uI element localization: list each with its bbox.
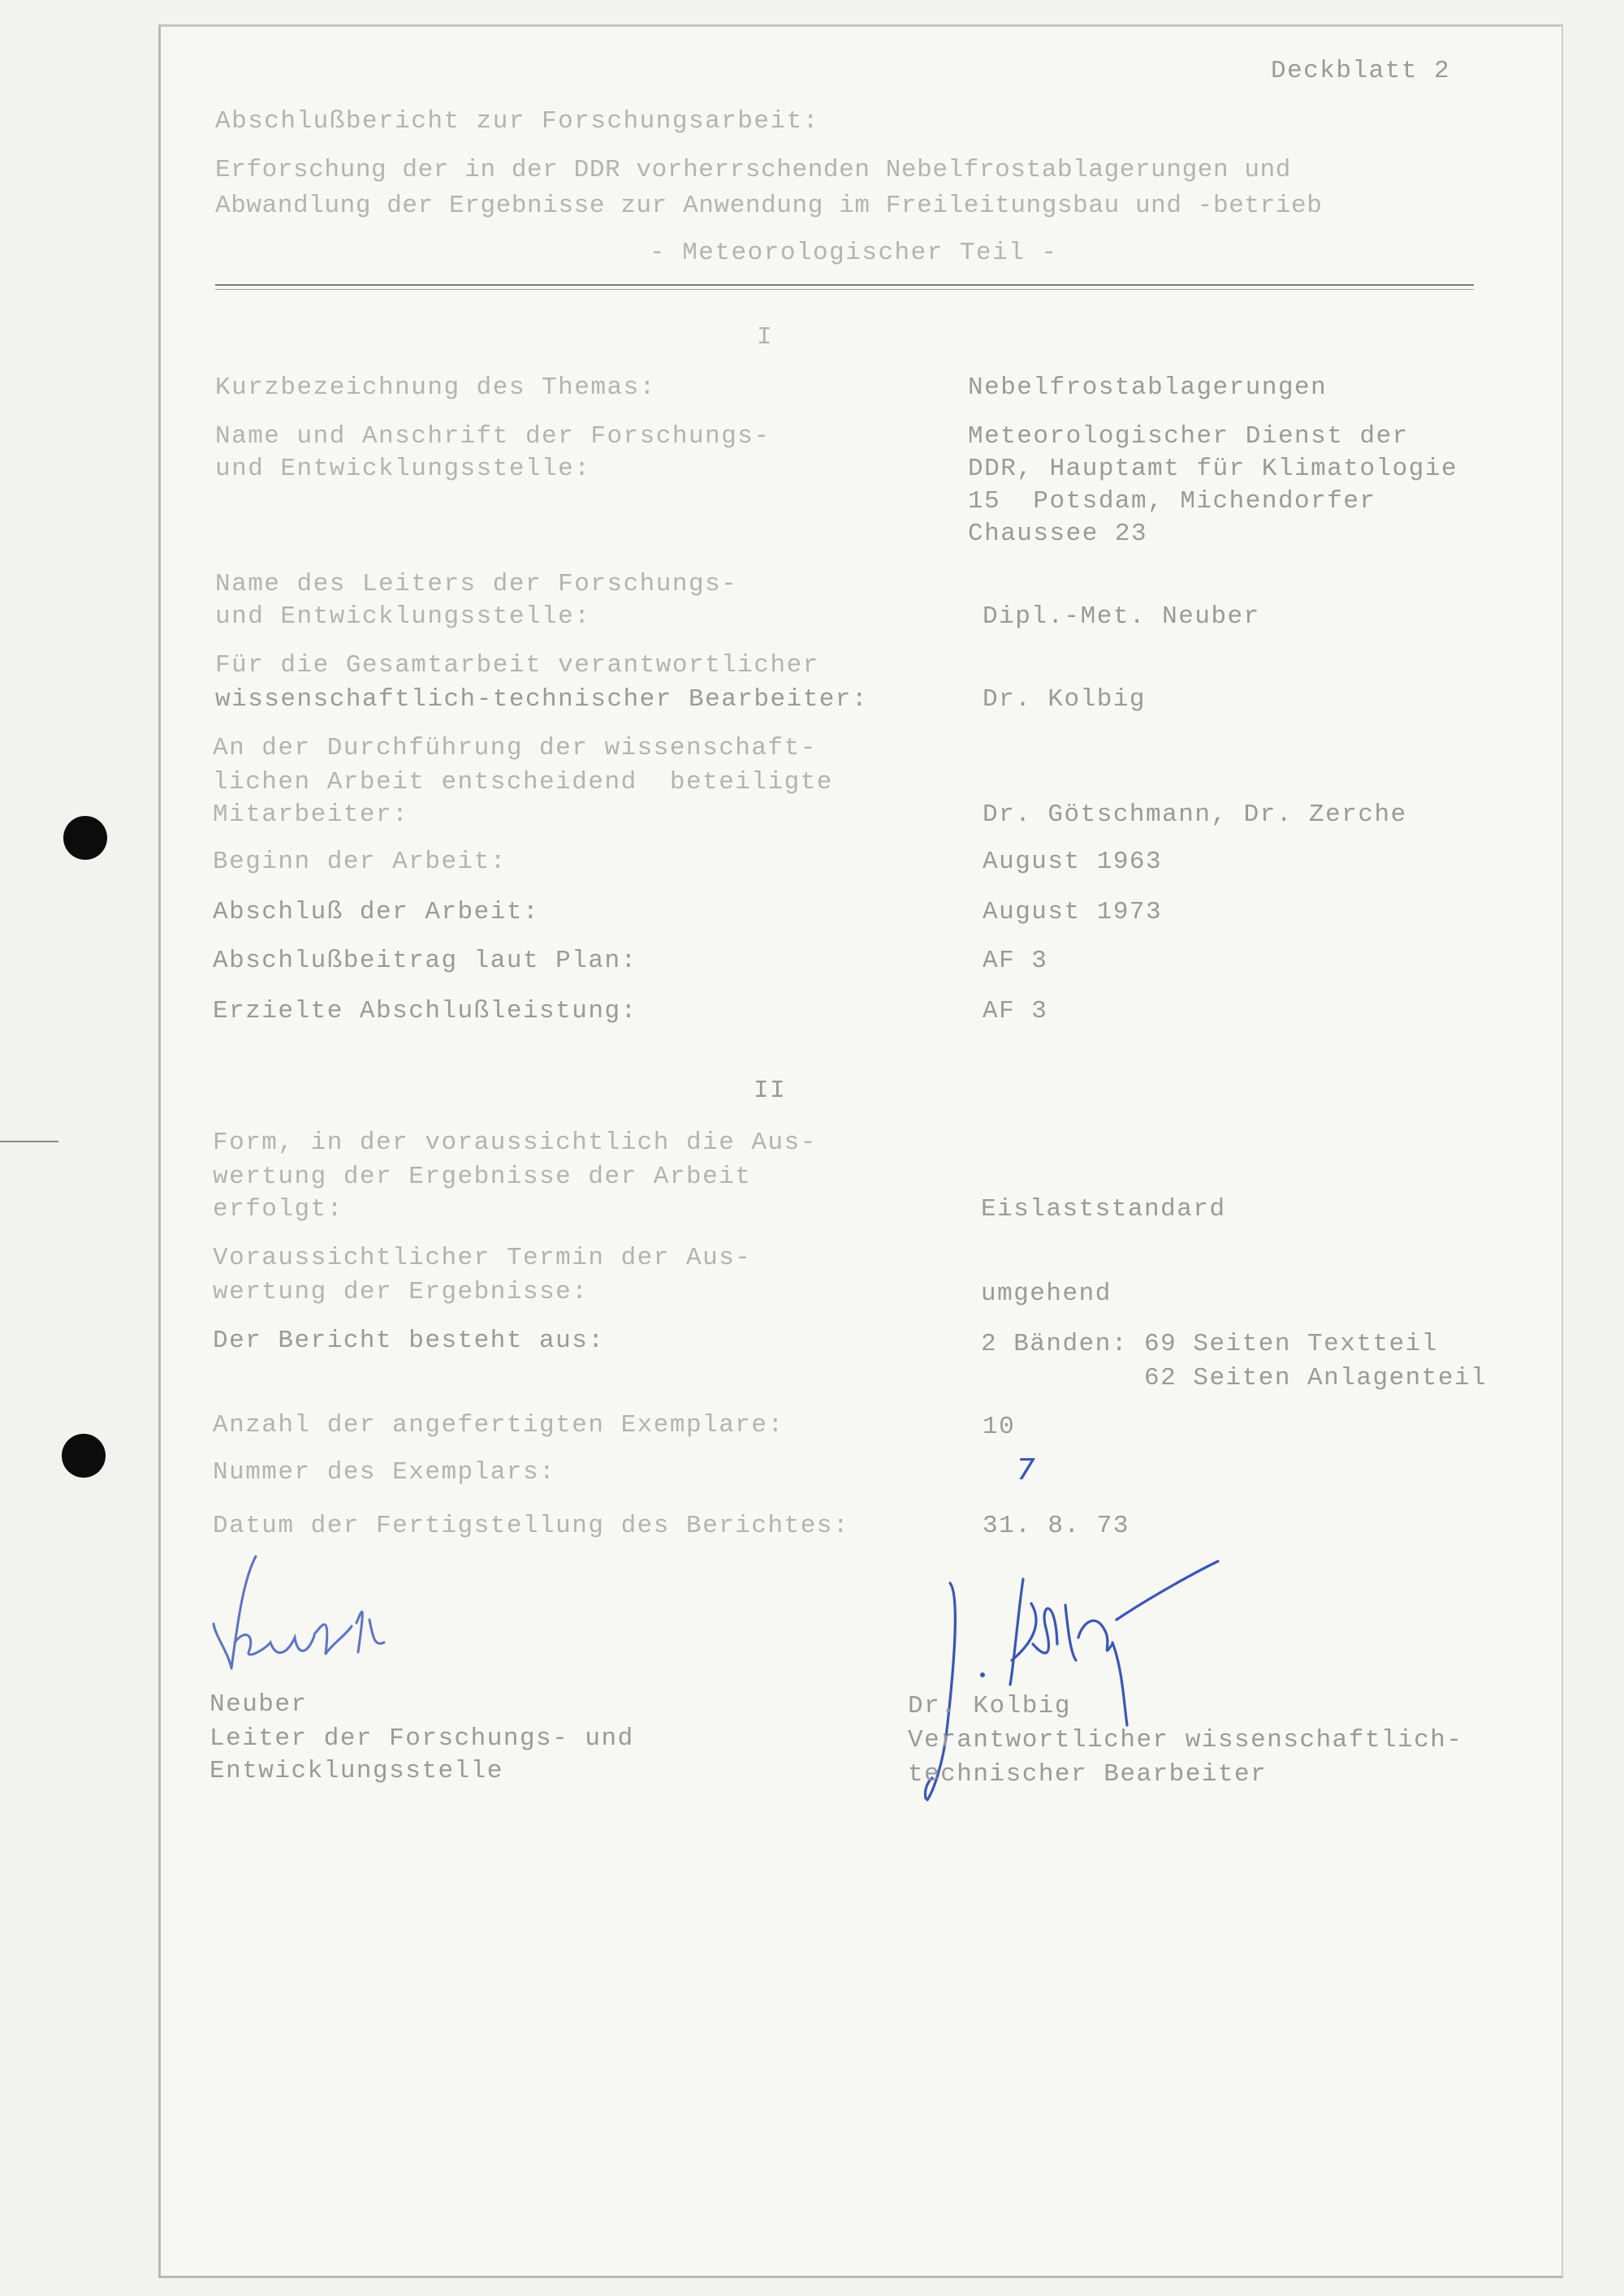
- section2-heading: II: [754, 1077, 787, 1105]
- field-label: und Entwicklungsstelle:: [215, 455, 591, 483]
- field-label: Voraussichtlicher Termin der Aus-: [213, 1244, 752, 1272]
- field-label: Erzielte Abschlußleistung:: [213, 997, 637, 1025]
- report-type: Abschlußbericht zur Forschungsarbeit:: [215, 107, 819, 136]
- field-value: 62 Seiten Anlagenteil: [981, 1364, 1488, 1392]
- field-value: DDR, Hauptamt für Klimatologie: [968, 455, 1458, 483]
- signatory-name: Dr. Kolbig: [908, 1692, 1072, 1720]
- field-value: Dr. Götschmann, Dr. Zerche: [983, 801, 1407, 829]
- punch-hole-upper: [63, 816, 107, 860]
- field-label: wertung der Ergebnisse:: [213, 1278, 589, 1306]
- field-value: August 1963: [983, 848, 1163, 876]
- field-label: Datum der Fertigstellung des Berichtes:: [213, 1512, 850, 1540]
- field-label: Name und Anschrift der Forschungs-: [215, 422, 771, 451]
- copy-number-handwritten: 7: [1017, 1453, 1035, 1487]
- sheet-label: Deckblatt 2: [1271, 57, 1451, 85]
- field-label: Mitarbeiter:: [213, 801, 409, 829]
- field-value: August 1973: [983, 898, 1163, 926]
- report-title-line2: Abwandlung der Ergebnisse zur Anwendung im Freileitungsbau und -betrieb: [215, 192, 1323, 220]
- header-rule: [215, 284, 1474, 290]
- field-label: Beginn der Arbeit:: [213, 848, 507, 876]
- field-label: Kurzbezeichnung des Themas:: [215, 373, 656, 402]
- field-label: lichen Arbeit entscheidend beteiligte: [213, 768, 833, 796]
- punch-hole-lower: [62, 1434, 106, 1478]
- field-value: Chaussee 23: [968, 520, 1148, 548]
- field-value: 31. 8. 73: [983, 1512, 1129, 1540]
- field-label: und Entwicklungsstelle:: [215, 602, 591, 631]
- signatory-role: technischer Bearbeiter: [908, 1760, 1268, 1789]
- field-label: erfolgt:: [213, 1195, 343, 1224]
- field-label: wertung der Ergebnisse der Arbeit: [213, 1163, 752, 1191]
- field-label: Der Bericht besteht aus:: [213, 1327, 605, 1355]
- signatory-role: Verantwortlicher wissenschaftlich-: [908, 1726, 1463, 1754]
- field-label: Abschlußbeitrag laut Plan:: [213, 947, 637, 975]
- field-value: Eislaststandard: [981, 1195, 1226, 1224]
- field-value: 15 Potsdam, Michendorfer: [968, 487, 1376, 516]
- field-label: wissenschaftlich-technischer Bearbeiter:: [215, 685, 869, 714]
- signatory-role: Entwicklungsstelle: [209, 1757, 503, 1785]
- field-value: Dipl.-Met. Neuber: [983, 602, 1260, 631]
- report-subtitle: - Meteorologischer Teil -: [650, 239, 1058, 267]
- field-label: An der Durchführung der wissenschaft-: [213, 734, 817, 762]
- signatory-name: Neuber: [209, 1690, 308, 1719]
- field-label: Form, in der voraussichtlich die Aus-: [213, 1129, 817, 1157]
- field-label: Abschluß der Arbeit:: [213, 898, 540, 926]
- field-label: Für die Gesamtarbeit verantwortlicher: [215, 651, 819, 680]
- field-value: Nebelfrostablagerungen: [968, 373, 1328, 402]
- field-value: Meteorologischer Dienst der: [968, 422, 1409, 451]
- field-value: AF 3: [983, 947, 1048, 975]
- field-value: 2 Bänden: 69 Seiten Textteil: [981, 1330, 1438, 1358]
- field-value: umgehend: [981, 1280, 1112, 1308]
- signature-neuber: [207, 1547, 418, 1677]
- section1-heading: I: [757, 323, 774, 352]
- report-title-line1: Erforschung der in der DDR vorherrschenden Nebelfrostablagerungen und: [215, 156, 1292, 184]
- field-value: 10: [983, 1413, 1016, 1441]
- field-label: Nummer des Exemplars:: [213, 1458, 556, 1487]
- field-label: Name des Leiters der Forschungs-: [215, 570, 738, 598]
- field-value: Dr. Kolbig: [983, 685, 1147, 714]
- fold-mark: [0, 1141, 58, 1142]
- signatory-role: Leiter der Forschungs- und: [209, 1724, 634, 1753]
- field-label: Anzahl der angefertigten Exemplare:: [213, 1411, 784, 1439]
- field-value: AF 3: [983, 997, 1048, 1025]
